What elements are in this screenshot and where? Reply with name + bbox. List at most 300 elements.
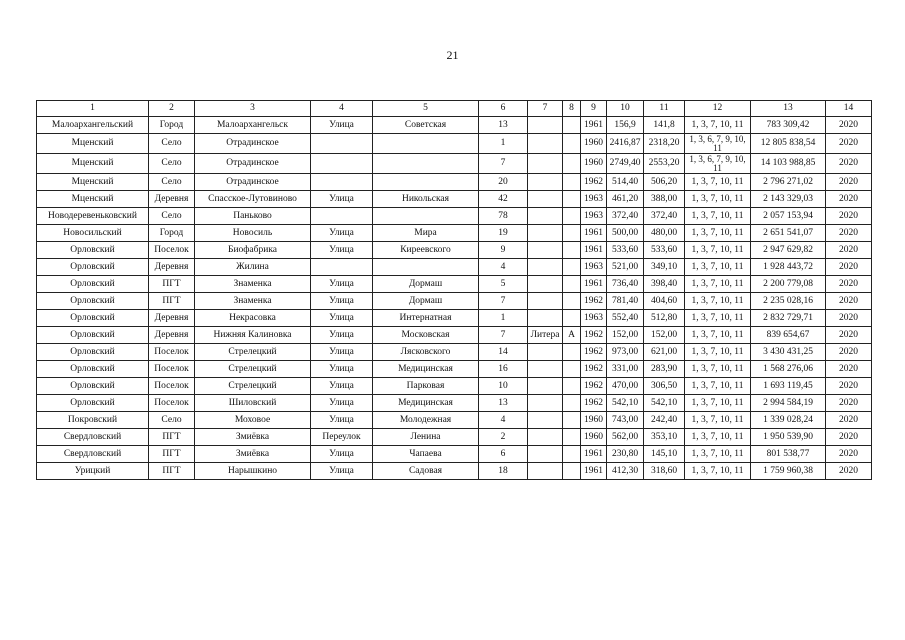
table-cell: [563, 208, 581, 225]
table-cell: 480,00: [644, 225, 685, 242]
table-cell: 2020: [826, 225, 872, 242]
table-cell: 6: [479, 446, 528, 463]
table-cell: 14: [479, 344, 528, 361]
column-number-header: 4: [311, 101, 373, 117]
table-row: [37, 276, 872, 293]
table-cell: Стрелецкий: [195, 378, 311, 395]
table-cell: Московская: [373, 327, 479, 344]
table-cell: Улица: [311, 242, 373, 259]
table-cell: 1: [479, 310, 528, 327]
table-cell: 230,80: [607, 446, 644, 463]
table-cell: 1 693 119,45: [751, 378, 826, 395]
table-cell: 1, 3, 7, 10, 11: [685, 344, 751, 361]
table-cell: 7: [479, 327, 528, 344]
table-cell: Малоархангельск: [195, 117, 311, 134]
table-cell: [528, 446, 563, 463]
table-cell: Улица: [311, 463, 373, 480]
table-cell: Улица: [311, 327, 373, 344]
table-cell: Стрелецкий: [195, 361, 311, 378]
table-cell: 2: [479, 429, 528, 446]
table-cell: 781,40: [607, 293, 644, 310]
table-cell: [563, 293, 581, 310]
table-cell: 353,10: [644, 429, 685, 446]
table-cell: Литера: [528, 327, 563, 344]
table-cell: 1963: [581, 208, 607, 225]
table-cell: 13: [479, 117, 528, 134]
table-cell: [528, 463, 563, 480]
table-row: [37, 446, 872, 463]
table-cell: 1, 3, 7, 10, 11: [685, 361, 751, 378]
table-cell: 398,40: [644, 276, 685, 293]
table-cell: 1 950 539,90: [751, 429, 826, 446]
table-cell: ПГТ: [149, 463, 195, 480]
table-cell: Змиёвка: [195, 446, 311, 463]
table-cell: Новодеревеньковский: [37, 208, 149, 225]
column-number-header: 8: [563, 101, 581, 117]
table-cell: 9: [479, 242, 528, 259]
table-row: [37, 174, 872, 191]
table-cell: 1 339 028,24: [751, 412, 826, 429]
table-cell: 2020: [826, 327, 872, 344]
table-cell: [563, 429, 581, 446]
column-number-header: 5: [373, 101, 479, 117]
table-cell: Село: [149, 154, 195, 174]
table-row: [37, 378, 872, 395]
table-cell: 1961: [581, 242, 607, 259]
table-cell: Деревня: [149, 259, 195, 276]
table-cell: 1, 3, 6, 7, 9, 10, 11: [685, 154, 751, 174]
table-cell: 1, 3, 7, 10, 11: [685, 225, 751, 242]
table-cell: Парковая: [373, 378, 479, 395]
table-cell: Орловский: [37, 344, 149, 361]
table-cell: [528, 344, 563, 361]
table-cell: 2020: [826, 361, 872, 378]
table-cell: 1963: [581, 259, 607, 276]
table-row: [37, 293, 872, 310]
table-cell: 152,00: [607, 327, 644, 344]
table-row: [37, 429, 872, 446]
table-cell: 1, 3, 7, 10, 11: [685, 242, 751, 259]
table-cell: [563, 412, 581, 429]
table-cell: 533,60: [607, 242, 644, 259]
table-cell: 78: [479, 208, 528, 225]
table-cell: Урицкий: [37, 463, 149, 480]
table-cell: 2 057 153,94: [751, 208, 826, 225]
table-cell: 1962: [581, 174, 607, 191]
column-number-header: 9: [581, 101, 607, 117]
table-row: [37, 344, 872, 361]
table-cell: 1, 3, 7, 10, 11: [685, 378, 751, 395]
table-cell: Некрасовка: [195, 310, 311, 327]
table-cell: 2020: [826, 344, 872, 361]
table-cell: 1 928 443,72: [751, 259, 826, 276]
table-cell: [563, 344, 581, 361]
table-cell: Село: [149, 174, 195, 191]
table-cell: Улица: [311, 378, 373, 395]
table-cell: 1, 3, 7, 10, 11: [685, 310, 751, 327]
table-cell: 562,00: [607, 429, 644, 446]
column-number-row: [37, 101, 872, 117]
table-cell: Поселок: [149, 378, 195, 395]
table-cell: 1960: [581, 412, 607, 429]
table-cell: [563, 446, 581, 463]
table-cell: Паньково: [195, 208, 311, 225]
table-cell: 283,90: [644, 361, 685, 378]
table-cell: 506,20: [644, 174, 685, 191]
table-cell: Отрадинское: [195, 174, 311, 191]
table-cell: 512,80: [644, 310, 685, 327]
page-number: 21: [446, 48, 459, 62]
table-cell: Новосиль: [195, 225, 311, 242]
column-number-header: 12: [685, 101, 751, 117]
table-cell: [563, 242, 581, 259]
table-row: [37, 154, 872, 174]
table-cell: 1960: [581, 154, 607, 174]
table-cell: 145,10: [644, 446, 685, 463]
table-cell: Мценский: [37, 154, 149, 174]
table-row: [37, 463, 872, 480]
table-cell: Молодежная: [373, 412, 479, 429]
table-cell: [373, 208, 479, 225]
table-cell: 7: [479, 154, 528, 174]
column-number-header: 1: [37, 101, 149, 117]
table-cell: 1, 3, 7, 10, 11: [685, 276, 751, 293]
table-cell: Орловский: [37, 293, 149, 310]
table-cell: Змиёвка: [195, 429, 311, 446]
table-cell: 736,40: [607, 276, 644, 293]
table-cell: 2 796 271,02: [751, 174, 826, 191]
table-cell: 412,30: [607, 463, 644, 480]
table-cell: 2416,87: [607, 134, 644, 154]
table-cell: Город: [149, 225, 195, 242]
table-cell: Киреевского: [373, 242, 479, 259]
column-number-header: 6: [479, 101, 528, 117]
table-cell: 1: [479, 134, 528, 154]
table-cell: Орловский: [37, 310, 149, 327]
table-cell: 1962: [581, 361, 607, 378]
table-cell: [311, 208, 373, 225]
table-cell: 542,10: [644, 395, 685, 412]
table-cell: 372,40: [607, 208, 644, 225]
table-cell: 2020: [826, 154, 872, 174]
table-cell: 5: [479, 276, 528, 293]
table-cell: 1, 3, 6, 7, 9, 10, 11: [685, 134, 751, 154]
table-cell: Медицинская: [373, 361, 479, 378]
table-cell: 1, 3, 7, 10, 11: [685, 208, 751, 225]
table-cell: 7: [479, 293, 528, 310]
table-cell: 2 947 629,82: [751, 242, 826, 259]
table-cell: Улица: [311, 191, 373, 208]
table-cell: Мценский: [37, 191, 149, 208]
table-cell: 743,00: [607, 412, 644, 429]
table-cell: 4: [479, 412, 528, 429]
table-cell: [563, 361, 581, 378]
table-cell: 2749,40: [607, 154, 644, 174]
table-cell: 461,20: [607, 191, 644, 208]
table-cell: 16: [479, 361, 528, 378]
table-cell: 1962: [581, 344, 607, 361]
table-cell: Покровский: [37, 412, 149, 429]
table-cell: Поселок: [149, 395, 195, 412]
table-cell: 2 143 329,03: [751, 191, 826, 208]
table-cell: 1, 3, 7, 10, 11: [685, 327, 751, 344]
table-cell: Медицинская: [373, 395, 479, 412]
table-cell: Дормаш: [373, 293, 479, 310]
table-cell: Переулок: [311, 429, 373, 446]
table-cell: [563, 225, 581, 242]
table-cell: Орловский: [37, 378, 149, 395]
table-cell: [528, 154, 563, 174]
table-cell: [563, 395, 581, 412]
table-cell: 4: [479, 259, 528, 276]
table-cell: [528, 378, 563, 395]
table-cell: 2020: [826, 378, 872, 395]
table-cell: 2020: [826, 310, 872, 327]
table-cell: 404,60: [644, 293, 685, 310]
column-number-header: 3: [195, 101, 311, 117]
table-cell: Село: [149, 412, 195, 429]
table-cell: 242,40: [644, 412, 685, 429]
table-cell: Отрадинское: [195, 154, 311, 174]
table-cell: 2020: [826, 242, 872, 259]
table-cell: ПГТ: [149, 446, 195, 463]
table-cell: 1963: [581, 310, 607, 327]
table-cell: Улица: [311, 276, 373, 293]
table-cell: 2 994 584,19: [751, 395, 826, 412]
table-cell: 2318,20: [644, 134, 685, 154]
table-cell: Ленина: [373, 429, 479, 446]
table-cell: Улица: [311, 446, 373, 463]
table-cell: 2020: [826, 117, 872, 134]
table-cell: Свердловский: [37, 446, 149, 463]
table-cell: [311, 174, 373, 191]
table-cell: Улица: [311, 344, 373, 361]
table-cell: 1, 3, 7, 10, 11: [685, 293, 751, 310]
table-cell: 1, 3, 7, 10, 11: [685, 259, 751, 276]
table-cell: [563, 191, 581, 208]
table-cell: ПГТ: [149, 293, 195, 310]
table-cell: 2 235 028,16: [751, 293, 826, 310]
table-cell: 349,10: [644, 259, 685, 276]
table-cell: Улица: [311, 117, 373, 134]
table-cell: Малоархангельский: [37, 117, 149, 134]
table-cell: [563, 117, 581, 134]
table-cell: 1, 3, 7, 10, 11: [685, 412, 751, 429]
table-cell: [528, 412, 563, 429]
table-cell: [563, 463, 581, 480]
table-row: [37, 134, 872, 154]
table-cell: 470,00: [607, 378, 644, 395]
table-cell: [528, 174, 563, 191]
table-cell: Биофабрика: [195, 242, 311, 259]
table-cell: Орловский: [37, 276, 149, 293]
table-cell: 20: [479, 174, 528, 191]
table-cell: 1, 3, 7, 10, 11: [685, 429, 751, 446]
table-cell: 1961: [581, 117, 607, 134]
table-cell: 521,00: [607, 259, 644, 276]
table-cell: 2020: [826, 276, 872, 293]
table-cell: 621,00: [644, 344, 685, 361]
table-cell: Поселок: [149, 344, 195, 361]
table-cell: [528, 208, 563, 225]
column-number-header: 2: [149, 101, 195, 117]
column-number-header: 14: [826, 101, 872, 117]
table-cell: А: [563, 327, 581, 344]
table-cell: Орловский: [37, 242, 149, 259]
table-cell: 783 309,42: [751, 117, 826, 134]
table-cell: [311, 259, 373, 276]
table-row: [37, 361, 872, 378]
table-cell: Орловский: [37, 395, 149, 412]
table-cell: Село: [149, 134, 195, 154]
table-cell: [373, 134, 479, 154]
table-cell: [311, 134, 373, 154]
table-cell: Улица: [311, 293, 373, 310]
table-cell: Мира: [373, 225, 479, 242]
table-row: [37, 259, 872, 276]
table-cell: [528, 225, 563, 242]
table-cell: Мценский: [37, 134, 149, 154]
table-cell: 10: [479, 378, 528, 395]
table-cell: 542,10: [607, 395, 644, 412]
table-cell: 141,8: [644, 117, 685, 134]
table-cell: 2020: [826, 208, 872, 225]
table-cell: Интернатная: [373, 310, 479, 327]
table-cell: 552,40: [607, 310, 644, 327]
table-cell: 514,40: [607, 174, 644, 191]
table-cell: 1961: [581, 446, 607, 463]
table-cell: 1960: [581, 134, 607, 154]
table-cell: 13: [479, 395, 528, 412]
table-row: [37, 225, 872, 242]
table-cell: [528, 361, 563, 378]
table-cell: 1962: [581, 395, 607, 412]
table-cell: 14 103 988,85: [751, 154, 826, 174]
table-cell: Спасское-Лутовиново: [195, 191, 311, 208]
table-cell: 19: [479, 225, 528, 242]
table-cell: 2020: [826, 134, 872, 154]
table-cell: 1961: [581, 276, 607, 293]
table-cell: Свердловский: [37, 429, 149, 446]
table-cell: Стрелецкий: [195, 344, 311, 361]
table-cell: 500,00: [607, 225, 644, 242]
table-cell: Орловский: [37, 259, 149, 276]
table-cell: 2020: [826, 446, 872, 463]
table-cell: 1962: [581, 293, 607, 310]
table-cell: 306,50: [644, 378, 685, 395]
table-cell: 2020: [826, 429, 872, 446]
table-cell: 1, 3, 7, 10, 11: [685, 191, 751, 208]
table-cell: 2020: [826, 191, 872, 208]
table-cell: [528, 242, 563, 259]
table-row: [37, 191, 872, 208]
table-cell: 42: [479, 191, 528, 208]
table-cell: [373, 174, 479, 191]
table-cell: Улица: [311, 361, 373, 378]
table-cell: Знаменка: [195, 293, 311, 310]
column-number-header: 13: [751, 101, 826, 117]
table-cell: Деревня: [149, 327, 195, 344]
table-cell: [528, 395, 563, 412]
table-cell: 973,00: [607, 344, 644, 361]
table-cell: Поселок: [149, 242, 195, 259]
table-cell: 1, 3, 7, 10, 11: [685, 117, 751, 134]
table-row: [37, 208, 872, 225]
table-cell: Улица: [311, 225, 373, 242]
table-cell: 2020: [826, 412, 872, 429]
table-cell: 331,00: [607, 361, 644, 378]
table-cell: 1 568 276,06: [751, 361, 826, 378]
table-cell: [528, 191, 563, 208]
table-cell: Деревня: [149, 191, 195, 208]
table-cell: Улица: [311, 412, 373, 429]
table-cell: 1, 3, 7, 10, 11: [685, 446, 751, 463]
table-cell: 12 805 838,54: [751, 134, 826, 154]
table-cell: [563, 174, 581, 191]
table-cell: 533,60: [644, 242, 685, 259]
table-cell: [563, 134, 581, 154]
table-cell: 2020: [826, 395, 872, 412]
table-row: [37, 395, 872, 412]
table-cell: 152,00: [644, 327, 685, 344]
table-cell: [563, 259, 581, 276]
table-cell: Город: [149, 117, 195, 134]
table-cell: 1, 3, 7, 10, 11: [685, 463, 751, 480]
table-cell: 388,00: [644, 191, 685, 208]
table-cell: 372,40: [644, 208, 685, 225]
table-cell: 839 654,67: [751, 327, 826, 344]
table-cell: [528, 276, 563, 293]
table-cell: 2020: [826, 259, 872, 276]
table-cell: Новосильский: [37, 225, 149, 242]
table-cell: [311, 154, 373, 174]
table-cell: Советская: [373, 117, 479, 134]
table-cell: [528, 117, 563, 134]
table-cell: 2020: [826, 293, 872, 310]
table-cell: Знаменка: [195, 276, 311, 293]
table-cell: 2020: [826, 174, 872, 191]
table-cell: Улица: [311, 310, 373, 327]
table-body: [37, 117, 872, 480]
table-cell: [528, 293, 563, 310]
table-cell: 3 430 431,25: [751, 344, 826, 361]
table-cell: [563, 154, 581, 174]
table-cell: 18: [479, 463, 528, 480]
table-cell: Дормаш: [373, 276, 479, 293]
table-cell: Поселок: [149, 361, 195, 378]
table-cell: [373, 259, 479, 276]
table-cell: Деревня: [149, 310, 195, 327]
table-cell: ПГТ: [149, 276, 195, 293]
table-cell: 1962: [581, 327, 607, 344]
table-cell: Шиловский: [195, 395, 311, 412]
table-cell: 1, 3, 7, 10, 11: [685, 174, 751, 191]
table-row: [37, 242, 872, 259]
table-cell: 1960: [581, 429, 607, 446]
table-row: [37, 310, 872, 327]
table-cell: [563, 276, 581, 293]
table-cell: 2 651 541,07: [751, 225, 826, 242]
housing-registry-table: [36, 100, 872, 480]
table-cell: ПГТ: [149, 429, 195, 446]
column-number-header: 11: [644, 101, 685, 117]
table-cell: 1961: [581, 463, 607, 480]
table-cell: 2 200 779,08: [751, 276, 826, 293]
table-cell: Мценский: [37, 174, 149, 191]
table-row: [37, 327, 872, 344]
table-cell: [528, 429, 563, 446]
table-cell: Орловский: [37, 361, 149, 378]
